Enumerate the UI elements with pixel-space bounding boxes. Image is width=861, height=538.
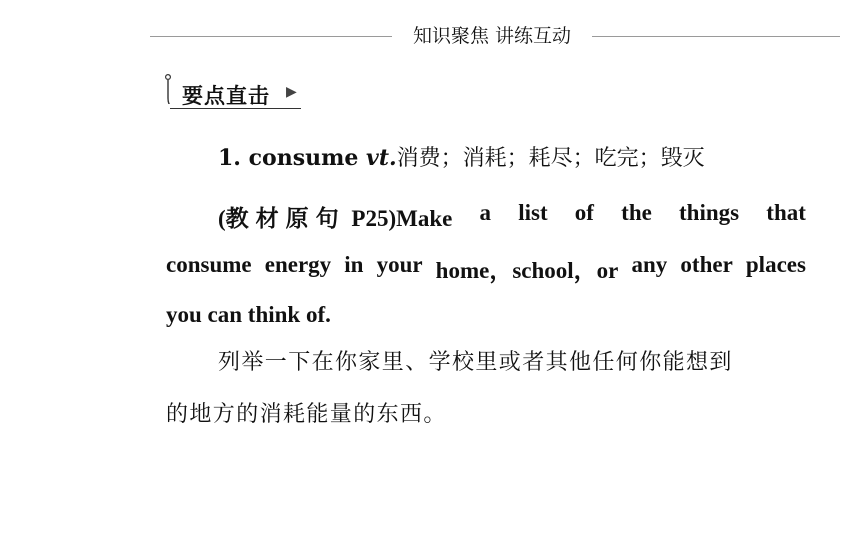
vocab-word: consume <box>248 145 359 171</box>
example-word: things <box>679 200 740 225</box>
example-word: a <box>479 200 492 225</box>
example-word: list <box>518 200 548 225</box>
example-line-1 <box>218 200 806 233</box>
vocab-pos: vt. <box>366 145 397 171</box>
source-ref: P25)Make <box>351 206 453 231</box>
example-word: consume <box>166 252 252 277</box>
source-open: ( <box>218 206 226 231</box>
example-word: the <box>621 200 652 225</box>
section-label: 要点直击 <box>182 84 270 108</box>
header-rule-left <box>150 36 392 37</box>
translation-line-2: 的地方的消耗能量的东西。 <box>166 402 447 427</box>
example-word: any <box>631 252 668 277</box>
hook-icon <box>162 74 174 104</box>
right-triangle-icon: ▶ <box>286 84 297 100</box>
source-cn: 教材原句 <box>225 206 346 232</box>
example-word: in <box>344 252 364 277</box>
example-word: that <box>766 200 806 225</box>
vocab-number: 1. <box>218 145 241 171</box>
example-word: other <box>680 252 733 277</box>
section-heading <box>160 72 320 112</box>
vocab-entry <box>218 141 705 172</box>
header-title: 知识聚焦 讲练互动 <box>412 25 572 47</box>
example-word: home，school，or <box>435 258 619 283</box>
example-word: of <box>574 200 594 225</box>
page-header <box>150 24 840 48</box>
example-line-3: you can think of. <box>166 302 331 327</box>
example-word: your <box>376 252 423 277</box>
example-word: places <box>745 252 806 277</box>
header-rule-right <box>592 36 840 37</box>
translation-line-1: 列举一下在你家里、学校里或者其他任何你能想到 <box>218 350 733 375</box>
example-line-2 <box>166 252 806 285</box>
example-source <box>218 200 452 233</box>
example-word: energy <box>264 252 332 277</box>
vocab-meaning: 消费；消耗；耗尽；吃完；毁灭 <box>396 146 705 171</box>
section-underline <box>170 108 301 109</box>
